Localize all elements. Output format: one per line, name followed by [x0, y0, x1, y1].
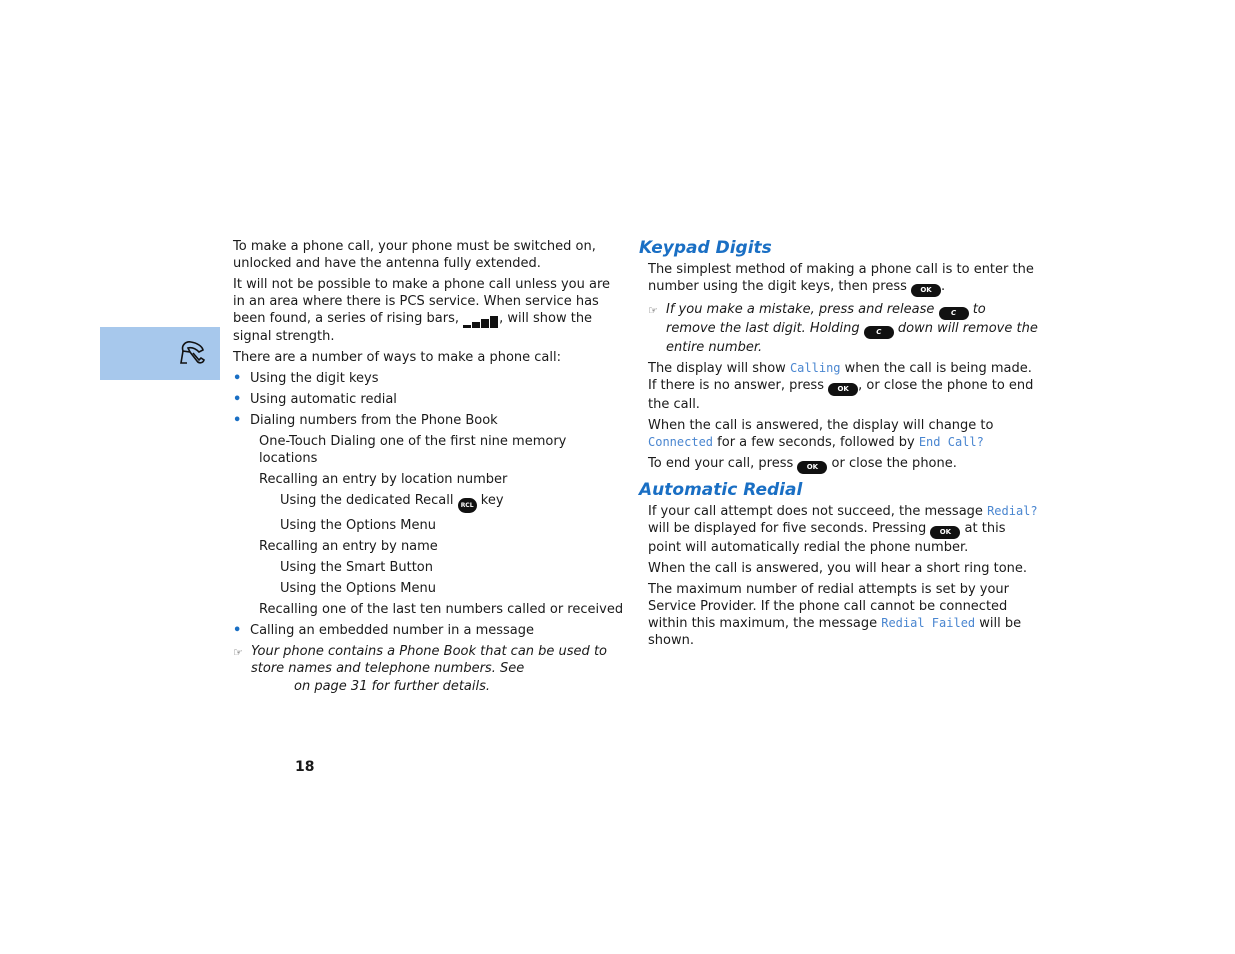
clear-key-icon: C	[939, 307, 969, 320]
list-subitem: Using the Options Menu	[280, 581, 436, 596]
service-text: It will not be possible to make a phone call unless you are in an area where there is PCS service. When service has been found, a series of rising bars,	[233, 277, 611, 326]
keypad-paragraph: The simplest method of making a phone call is to enter the number using the digit keys, then press OK .	[648, 261, 1039, 297]
list-subitem: One-Touch Dialing one of the first nine memory locations	[259, 434, 567, 466]
list-item: • Using automatic redial	[233, 392, 397, 407]
display-redial: Redial?	[987, 504, 1038, 518]
ok-key-icon: OK	[828, 383, 858, 396]
list-subitem: Recalling an entry by name	[259, 539, 438, 554]
recall-key-icon: RCL	[458, 498, 477, 513]
signal-bars-icon	[463, 311, 499, 328]
phone-handset-icon	[178, 339, 208, 367]
keypad-digits-heading: Keypad Digits	[639, 238, 772, 258]
right-column	[639, 238, 1039, 653]
calling-paragraph: The display will show Calling when the call is being made. If there is no answer, press OK , or close the phone to end the call.	[648, 361, 1034, 412]
ok-key-icon: OK	[797, 461, 827, 474]
pointing-hand-icon: ☞	[233, 646, 243, 659]
list-item: • Calling an embedded number in a message	[233, 623, 535, 638]
intro-paragraph: To make a phone call, your phone must be switched on, unlocked and have the antenna fully extended.	[233, 239, 596, 271]
list-subitem: Recalling one of the last ten numbers called or received	[259, 602, 624, 617]
section-tab	[100, 327, 220, 380]
display-end-call: End Call?	[918, 435, 984, 449]
display-connected: Connected	[648, 435, 714, 449]
left-column	[233, 238, 625, 695]
ways-intro: There are a number of ways to make a phone call:	[233, 350, 561, 365]
list-subitem: Recalling an entry by location number	[259, 472, 508, 487]
ok-key-icon: OK	[911, 284, 941, 297]
list-subitem: Using the dedicated Recall RCL key	[233, 492, 625, 513]
page-number: 18	[295, 759, 315, 775]
list-item: • Dialing numbers from the Phone Book	[233, 413, 498, 428]
automatic-redial-heading: Automatic Redial	[639, 480, 803, 500]
list-subitem: Using the Smart Button	[280, 560, 433, 575]
clear-key-icon: C	[864, 326, 894, 339]
display-redial-failed: Redial Failed	[881, 616, 976, 630]
phone-book-note-tail: on page 31 for further details.	[294, 679, 491, 694]
max-redial-paragraph: The maximum number of redial attempts is set by your Service Provider. If the phone call cannot be connected within this maximum, the message Redial Failed will be shown.	[648, 582, 1022, 648]
list-item: • Using the digit keys	[233, 371, 379, 386]
display-calling: Calling	[789, 361, 841, 375]
ok-key-icon: OK	[930, 526, 960, 539]
connected-paragraph: When the call is answered, the display will change to Connected for a few seconds, followed by End Call?	[648, 418, 994, 450]
ring-tone-paragraph: When the call is answered, you will hear a short ring tone.	[648, 561, 1028, 576]
end-call-paragraph: To end your call, press OK or close the phone.	[648, 455, 1039, 474]
service-text-end: , will show the signal strength.	[233, 311, 593, 344]
phone-book-note: ☞ Your phone contains a Phone Book that can be used to store names and telephone numbers. See	[233, 644, 607, 676]
mistake-note: ☞ If you make a mistake, press and release C to remove the last digit. Holding C down will remove the entire number.	[648, 302, 1038, 355]
service-paragraph	[233, 276, 625, 345]
redial-paragraph: If your call attempt does not succeed, the message Redial? will be displayed for five seconds. Pressing OK at this point will automatically redial the phone number.	[648, 504, 1038, 555]
pointing-hand-icon: ☞	[648, 304, 658, 317]
list-subitem: Using the Options Menu	[280, 518, 436, 533]
